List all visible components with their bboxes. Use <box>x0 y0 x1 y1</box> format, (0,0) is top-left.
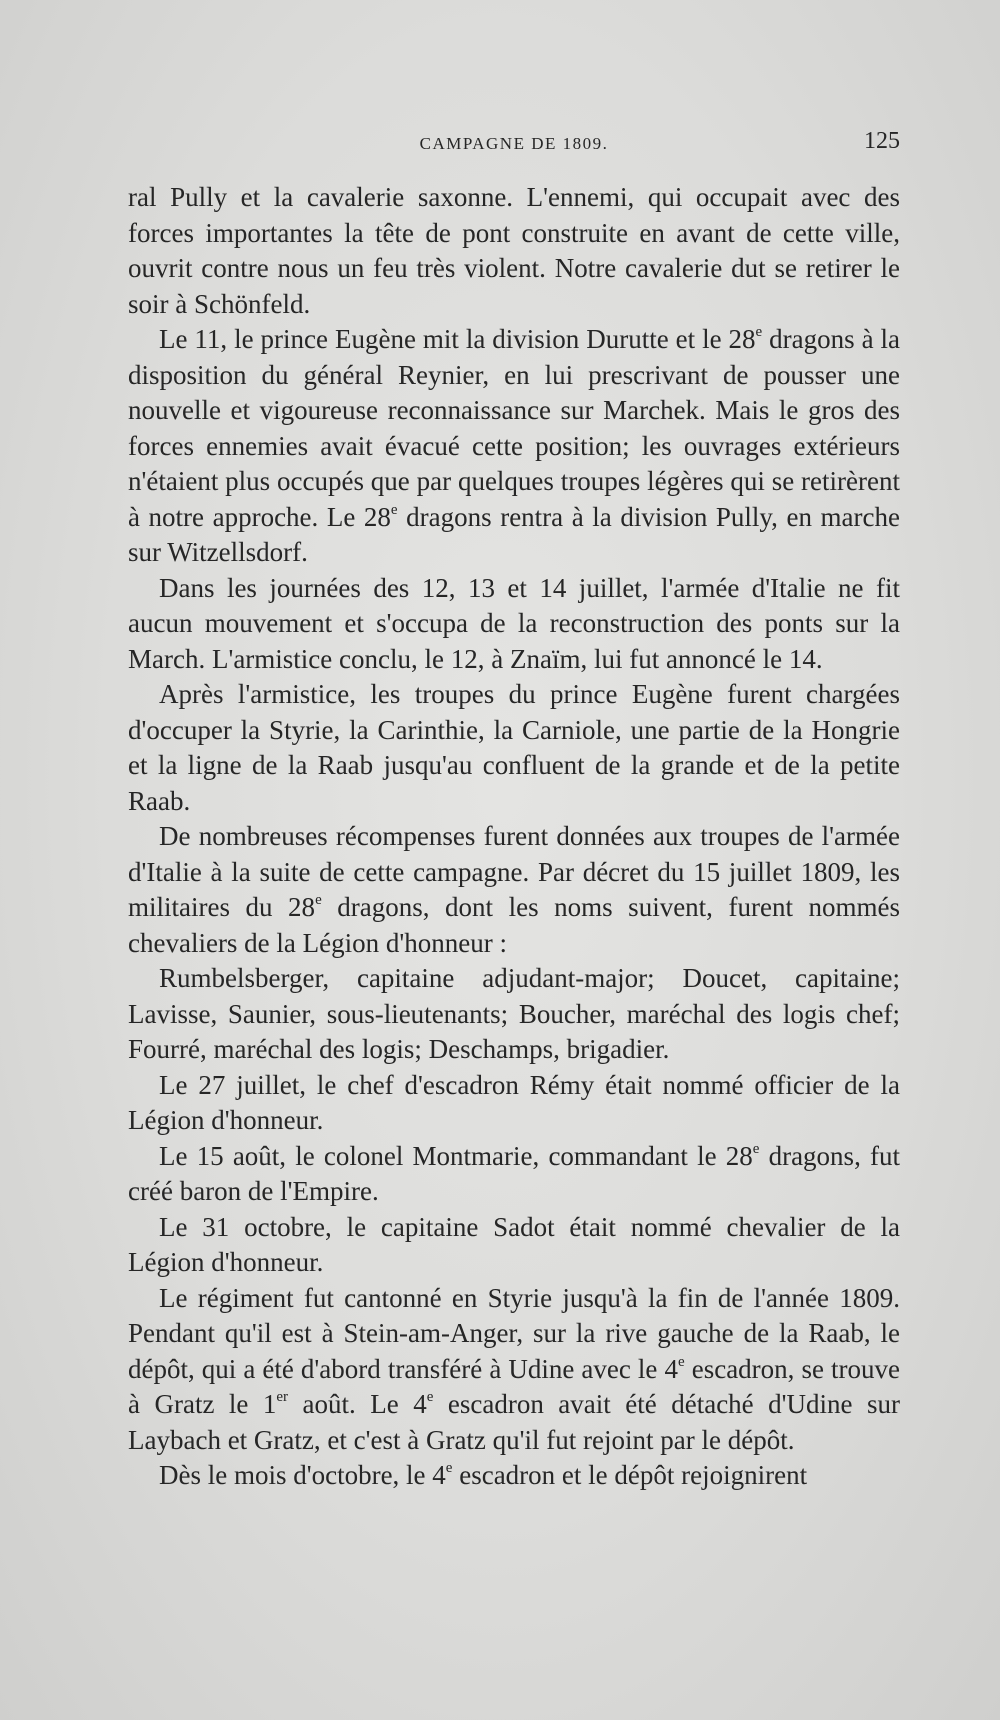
paragraph <box>128 1139 900 1210</box>
text-run: ral Pully et la cavalerie saxonne. L'ennemi, qui occupait avec des forces importantes la tête de pont construite en avant de cette ville, ouvrit contre nous un feu très violent. Notre cavalerie dut se retirer le soir à Schönfeld. <box>128 182 900 319</box>
text-run: escadron avait été détaché d'Udine sur Laybach et Gratz, et c'est à Gratz qu'il fut rejoint par le dépôt. <box>128 1389 900 1455</box>
paragraph <box>128 1281 900 1459</box>
superscript: e <box>755 324 763 340</box>
superscript: e <box>752 1140 760 1157</box>
text-run: dragons à la disposition du général Reynier, en lui prescrivant de pousser une nouvelle et vigoureuse reconnaissance sur Marchek. Mais le gros des forces ennemies avait évacué cette position; les ouvrages extérieurs n'étaient plus occupés que par quelques troupes légères qui se retirèrent à notre approche. Le 28 <box>128 324 900 532</box>
paragraph <box>128 180 900 322</box>
text-run: Le 15 août, le colonel Montmarie, commandant le 28 <box>159 1140 753 1171</box>
superscript: e <box>390 501 398 518</box>
text-run: Le 31 octobre, le capitaine Sadot était nommé chevalier de la Légion d'honneur. <box>128 1211 900 1277</box>
superscript: er <box>276 1389 289 1405</box>
superscript: e <box>315 892 322 908</box>
text-run: Le 11, le prince Eugène mit la division Durutte et le 28 <box>159 324 756 354</box>
text-run: Après l'armistice, les troupes du prince Eugène furent chargées d'occuper la Styrie, la Carinthie, la Carniole, une partie de la Hongrie et la ligne de la Raab jusqu'au confluent de la grande et de la petite Raab. <box>128 679 900 816</box>
paragraph <box>128 677 900 819</box>
paragraph <box>128 571 900 678</box>
paragraph <box>128 819 900 961</box>
text-run: août. Le 4 <box>288 1389 427 1419</box>
superscript: e <box>426 1389 434 1405</box>
paragraph <box>128 1068 900 1139</box>
text-run: escadron et le dépôt rejoignirent <box>452 1460 808 1490</box>
paragraph <box>128 322 900 571</box>
text-run: dragons, dont les noms suivent, furent nommés chevaliers de la Légion d'honneur : <box>128 892 900 958</box>
text-run: dragons rentra à la division Pully, en marche sur Witzellsdorf. <box>128 501 900 567</box>
text-run: Rumbelsberger, capitaine adjudant-major; Doucet, capitaine; Lavisse, Saunier, sous-lieutenants; Boucher, maréchal des logis chef; Fourré, maréchal des logis; Deschamps, brigadier. <box>128 963 900 1064</box>
text-run: Le régiment fut cantonné en Styrie jusqu'à la fin de l'année 1809. Pendant qu'il est à Stein-am-Anger, sur la rive gauche de la Raab, le dépôt, qui a été d'abord transféré à Udine avec le 4 <box>128 1282 900 1384</box>
body-text <box>128 180 900 1494</box>
page-header <box>128 128 900 158</box>
running-head: CAMPAGNE DE 1809. <box>419 134 609 153</box>
paragraph <box>128 1210 900 1281</box>
text-run: dragons, fut créé baron de l'Empire. <box>128 1140 900 1206</box>
text-run: Dans les journées des 12, 13 et 14 juillet, l'armée d'Italie ne fit aucun mouvement et s'occupa de la reconstruction des ponts sur la March. L'armistice conclu, le 12, à Znaïm, lui fut annoncé le 14. <box>128 572 900 674</box>
text-run: De nombreuses récompenses furent données aux troupes de l'armée d'Italie à la suite de cette campagne. Par décret du 15 juillet 1809, les militaires du 28 <box>128 821 900 922</box>
text-run: Le 27 juillet, le chef d'escadron Rémy était nommé officier de la Légion d'honneur. <box>128 1069 900 1135</box>
text-run: escadron, se trouve à Gratz le 1 <box>128 1353 901 1419</box>
text-run: Dès le mois d'octobre, le 4 <box>159 1460 446 1490</box>
paragraph <box>128 961 900 1068</box>
paragraph <box>128 1458 900 1494</box>
superscript: e <box>677 1353 685 1370</box>
page-number: 125 <box>864 128 900 154</box>
superscript: e <box>445 1460 453 1476</box>
